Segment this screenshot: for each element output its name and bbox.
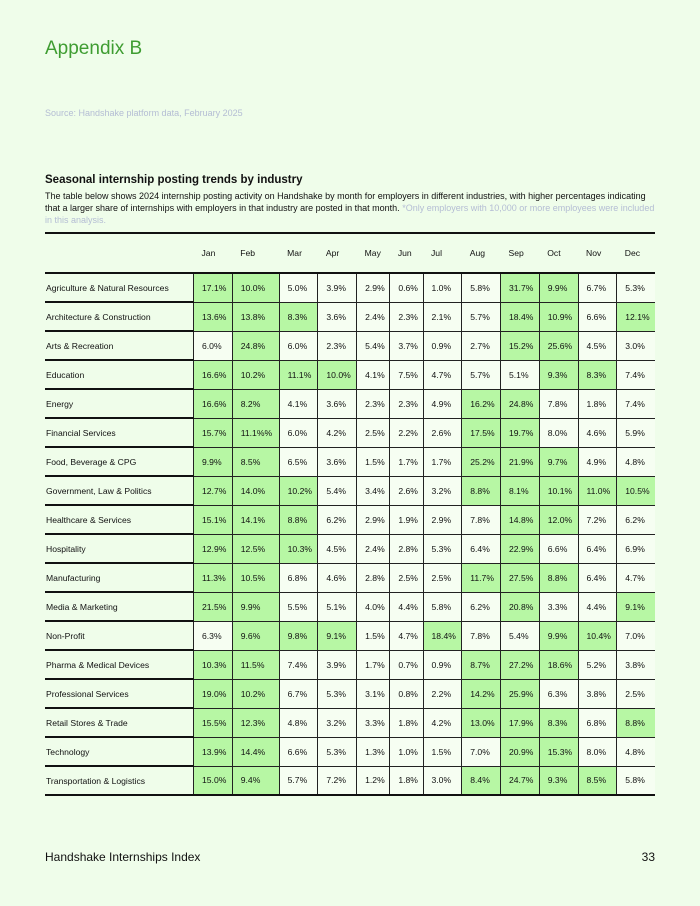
- table-cell: 8.0%: [539, 418, 578, 447]
- table-cell: 5.3%: [318, 679, 357, 708]
- table-cell: 3.9%: [318, 273, 357, 302]
- table-row: [45, 302, 655, 331]
- table-cell: 9.9%: [232, 592, 279, 621]
- table-row: [45, 766, 655, 795]
- table-row: [45, 476, 655, 505]
- table-cell: 4.4%: [578, 592, 617, 621]
- header-blank: [45, 233, 194, 273]
- industry-month-table: [45, 232, 655, 796]
- table-cell: 13.0%: [462, 708, 501, 737]
- table-cell: 10.0%: [318, 360, 357, 389]
- table-cell: 8.8%: [279, 505, 318, 534]
- table-cell: 3.4%: [357, 476, 390, 505]
- table-cell: 19.0%: [194, 679, 233, 708]
- row-label: Education: [45, 360, 194, 389]
- table-cell: 0.8%: [390, 679, 423, 708]
- table-cell: 3.1%: [357, 679, 390, 708]
- table-cell: 5.5%: [279, 592, 318, 621]
- table-cell: 15.2%: [501, 331, 540, 360]
- table-cell: 12.3%: [232, 708, 279, 737]
- table-cell: 15.1%: [194, 505, 233, 534]
- table-cell: 6.9%: [617, 534, 655, 563]
- table-cell: 18.6%: [539, 650, 578, 679]
- page-number: 33: [641, 850, 655, 864]
- table-cell: 6.3%: [539, 679, 578, 708]
- table-cell: 14.8%: [501, 505, 540, 534]
- table-cell: 25.9%: [501, 679, 540, 708]
- table-cell: 5.3%: [318, 737, 357, 766]
- table-cell: 5.8%: [423, 592, 462, 621]
- table-cell: 2.3%: [357, 389, 390, 418]
- column-header-mar: Mar: [279, 233, 318, 273]
- row-label: Transportation & Logistics: [45, 766, 194, 795]
- table-cell: 10.5%: [232, 563, 279, 592]
- table-cell: 13.9%: [194, 737, 233, 766]
- table-cell: 0.9%: [423, 650, 462, 679]
- table-cell: 10.3%: [194, 650, 233, 679]
- table-row: [45, 563, 655, 592]
- table-cell: 0.9%: [423, 331, 462, 360]
- column-header-may: May: [357, 233, 390, 273]
- table-cell: 2.1%: [423, 302, 462, 331]
- table-cell: 4.0%: [357, 592, 390, 621]
- row-label: Energy: [45, 389, 194, 418]
- table-cell: 5.8%: [462, 273, 501, 302]
- table-cell: 0.6%: [390, 273, 423, 302]
- table-cell: 6.2%: [462, 592, 501, 621]
- table-cell: 3.7%: [390, 331, 423, 360]
- table-cell: 5.0%: [279, 273, 318, 302]
- table-row: [45, 621, 655, 650]
- row-label: Architecture & Construction: [45, 302, 194, 331]
- table-cell: 3.3%: [357, 708, 390, 737]
- table-cell: 6.6%: [578, 302, 617, 331]
- row-label: Media & Marketing: [45, 592, 194, 621]
- table-cell: 5.3%: [423, 534, 462, 563]
- table-cell: 12.1%: [617, 302, 655, 331]
- table-cell: 4.5%: [318, 534, 357, 563]
- table-cell: 8.5%: [232, 447, 279, 476]
- table-cell: 10.4%: [578, 621, 617, 650]
- table-cell: 13.8%: [232, 302, 279, 331]
- table-cell: 11.5%: [232, 650, 279, 679]
- table-cell: 10.9%: [539, 302, 578, 331]
- table-cell: 6.6%: [539, 534, 578, 563]
- table-cell: 4.1%: [279, 389, 318, 418]
- table-row: [45, 389, 655, 418]
- table-cell: 1.3%: [357, 737, 390, 766]
- column-header-jun: Jun: [390, 233, 423, 273]
- table-cell: 8.3%: [539, 708, 578, 737]
- table-cell: 1.8%: [390, 708, 423, 737]
- table-cell: 2.7%: [462, 331, 501, 360]
- table-cell: 5.4%: [357, 331, 390, 360]
- table-cell: 7.5%: [390, 360, 423, 389]
- table-cell: 24.8%: [501, 389, 540, 418]
- table-cell: 4.8%: [279, 708, 318, 737]
- table-cell: 4.7%: [617, 563, 655, 592]
- table-cell: 10.2%: [232, 360, 279, 389]
- table-cell: 21.5%: [194, 592, 233, 621]
- table-cell: 14.4%: [232, 737, 279, 766]
- table-cell: 8.1%: [501, 476, 540, 505]
- table-cell: 3.8%: [578, 679, 617, 708]
- table-row: [45, 708, 655, 737]
- table-cell: 1.9%: [390, 505, 423, 534]
- table-cell: 10.0%: [232, 273, 279, 302]
- table-cell: 11.0%: [578, 476, 617, 505]
- column-header-oct: Oct: [539, 233, 578, 273]
- table-cell: 10.1%: [539, 476, 578, 505]
- table-cell: 24.8%: [232, 331, 279, 360]
- table-row: [45, 737, 655, 766]
- footnote: *Only employers with 10,000 or more employees were included in this analysis.: [45, 203, 655, 225]
- table-cell: 5.2%: [578, 650, 617, 679]
- column-header-aug: Aug: [462, 233, 501, 273]
- table-cell: 7.4%: [617, 389, 655, 418]
- table-cell: 5.8%: [617, 766, 655, 795]
- table-cell: 5.7%: [279, 766, 318, 795]
- table-cell: 2.2%: [390, 418, 423, 447]
- table-cell: 1.8%: [390, 766, 423, 795]
- table-cell: 13.6%: [194, 302, 233, 331]
- table-cell: 1.5%: [423, 737, 462, 766]
- table-cell: 14.2%: [462, 679, 501, 708]
- table-cell: 3.6%: [318, 389, 357, 418]
- table-cell: 8.8%: [539, 563, 578, 592]
- table-cell: 20.9%: [501, 737, 540, 766]
- table-row: [45, 360, 655, 389]
- table-cell: 2.9%: [357, 273, 390, 302]
- table-cell: 15.3%: [539, 737, 578, 766]
- table-cell: 16.6%: [194, 360, 233, 389]
- table-cell: 6.4%: [578, 563, 617, 592]
- table-row: [45, 679, 655, 708]
- table-cell: 4.4%: [390, 592, 423, 621]
- table-cell: 2.3%: [318, 331, 357, 360]
- table-cell: 4.1%: [357, 360, 390, 389]
- footer-title: Handshake Internships Index: [45, 850, 201, 864]
- row-label: Technology: [45, 737, 194, 766]
- table-cell: 1.7%: [390, 447, 423, 476]
- table-cell: 1.0%: [390, 737, 423, 766]
- table-cell: 14.0%: [232, 476, 279, 505]
- table-cell: 3.8%: [617, 650, 655, 679]
- table-cell: 3.3%: [539, 592, 578, 621]
- table-cell: 4.5%: [578, 331, 617, 360]
- table-cell: 22.9%: [501, 534, 540, 563]
- table-header-row: [45, 233, 655, 273]
- table-cell: 3.2%: [423, 476, 462, 505]
- column-header-nov: Nov: [578, 233, 617, 273]
- table-cell: 5.1%: [318, 592, 357, 621]
- table-cell: 0.7%: [390, 650, 423, 679]
- table-cell: 25.2%: [462, 447, 501, 476]
- table-cell: 17.9%: [501, 708, 540, 737]
- table-cell: 11.7%: [462, 563, 501, 592]
- table-cell: 9.9%: [539, 621, 578, 650]
- table-cell: 2.5%: [423, 563, 462, 592]
- table-cell: 8.5%: [578, 766, 617, 795]
- table-cell: 11.3%: [194, 563, 233, 592]
- table-cell: 7.0%: [462, 737, 501, 766]
- column-header-dec: Dec: [617, 233, 655, 273]
- table-cell: 16.2%: [462, 389, 501, 418]
- table-cell: 12.7%: [194, 476, 233, 505]
- row-label: Arts & Recreation: [45, 331, 194, 360]
- table-cell: 1.8%: [578, 389, 617, 418]
- table-row: [45, 273, 655, 302]
- table-cell: 9.1%: [318, 621, 357, 650]
- table-cell: 17.5%: [462, 418, 501, 447]
- table-cell: 20.8%: [501, 592, 540, 621]
- table-cell: 8.8%: [462, 476, 501, 505]
- table-cell: 3.2%: [318, 708, 357, 737]
- column-header-jan: Jan: [194, 233, 233, 273]
- table-row: [45, 447, 655, 476]
- table-cell: 3.0%: [423, 766, 462, 795]
- table-cell: 12.5%: [232, 534, 279, 563]
- table-cell: 7.0%: [617, 621, 655, 650]
- table-cell: 9.9%: [194, 447, 233, 476]
- table-cell: 6.2%: [318, 505, 357, 534]
- table-cell: 4.9%: [423, 389, 462, 418]
- table-cell: 7.4%: [279, 650, 318, 679]
- table-cell: 2.5%: [357, 418, 390, 447]
- table-cell: 7.8%: [539, 389, 578, 418]
- table-cell: 1.2%: [357, 766, 390, 795]
- table-cell: 2.2%: [423, 679, 462, 708]
- table-cell: 3.6%: [318, 302, 357, 331]
- source-note: Source: Handshake platform data, February 2025: [45, 108, 243, 118]
- table-body: [45, 273, 655, 795]
- table-cell: 1.7%: [423, 447, 462, 476]
- table-cell: 5.4%: [501, 621, 540, 650]
- column-header-jul: Jul: [423, 233, 462, 273]
- column-header-sep: Sep: [501, 233, 540, 273]
- table-cell: 12.9%: [194, 534, 233, 563]
- table-cell: 4.7%: [390, 621, 423, 650]
- table-cell: 2.9%: [357, 505, 390, 534]
- table-cell: 2.4%: [357, 302, 390, 331]
- table-cell: 2.9%: [423, 505, 462, 534]
- table-cell: 7.8%: [462, 505, 501, 534]
- table-cell: 8.7%: [462, 650, 501, 679]
- table-cell: 6.2%: [617, 505, 655, 534]
- table-cell: 7.4%: [617, 360, 655, 389]
- row-label: Manufacturing: [45, 563, 194, 592]
- table-cell: 10.5%: [617, 476, 655, 505]
- table-cell: 4.8%: [617, 447, 655, 476]
- table-cell: 16.6%: [194, 389, 233, 418]
- table-cell: 4.6%: [578, 418, 617, 447]
- section-description: [45, 190, 657, 226]
- table-cell: 25.6%: [539, 331, 578, 360]
- table-cell: 8.3%: [279, 302, 318, 331]
- table-cell: 3.6%: [318, 447, 357, 476]
- table-cell: 4.9%: [578, 447, 617, 476]
- row-label: Food, Beverage & CPG: [45, 447, 194, 476]
- table-cell: 5.1%: [501, 360, 540, 389]
- table-cell: 2.3%: [390, 302, 423, 331]
- table-cell: 2.5%: [617, 679, 655, 708]
- table-cell: 9.4%: [232, 766, 279, 795]
- row-label: Retail Stores & Trade: [45, 708, 194, 737]
- column-header-apr: Apr: [318, 233, 357, 273]
- table-cell: 5.9%: [617, 418, 655, 447]
- table-cell: 6.7%: [578, 273, 617, 302]
- table-cell: 8.0%: [578, 737, 617, 766]
- table-cell: 9.3%: [539, 766, 578, 795]
- table-cell: 5.3%: [617, 273, 655, 302]
- table-row: [45, 650, 655, 679]
- table-row: [45, 418, 655, 447]
- table-cell: 14.1%: [232, 505, 279, 534]
- table-cell: 10.2%: [279, 476, 318, 505]
- table-cell: 4.2%: [318, 418, 357, 447]
- table-cell: 10.3%: [279, 534, 318, 563]
- table-cell: 1.5%: [357, 621, 390, 650]
- table-cell: 6.8%: [279, 563, 318, 592]
- row-label: Government, Law & Politics: [45, 476, 194, 505]
- row-label: Pharma & Medical Devices: [45, 650, 194, 679]
- row-label: Healthcare & Services: [45, 505, 194, 534]
- table-cell: 18.4%: [501, 302, 540, 331]
- table-cell: 3.0%: [617, 331, 655, 360]
- table-cell: 4.6%: [318, 563, 357, 592]
- table-cell: 9.6%: [232, 621, 279, 650]
- table-cell: 2.5%: [390, 563, 423, 592]
- description-text: The table below shows 2024 internship posting activity on Handshake by month for employers in different industries, with higher percentages indicating that a larger share of internships with employers in that industry are posted in that month.: [45, 191, 646, 213]
- table-cell: 3.9%: [318, 650, 357, 679]
- table-cell: 10.2%: [232, 679, 279, 708]
- page-title: Appendix B: [45, 38, 143, 59]
- table-cell: 8.3%: [578, 360, 617, 389]
- table-row: [45, 592, 655, 621]
- table-cell: 17.1%: [194, 273, 233, 302]
- table-cell: 8.2%: [232, 389, 279, 418]
- table-cell: 4.7%: [423, 360, 462, 389]
- table-cell: 15.7%: [194, 418, 233, 447]
- table-cell: 2.6%: [423, 418, 462, 447]
- table-cell: 24.7%: [501, 766, 540, 795]
- table-cell: 7.2%: [578, 505, 617, 534]
- table-cell: 19.7%: [501, 418, 540, 447]
- table-cell: 9.8%: [279, 621, 318, 650]
- table-cell: 6.0%: [194, 331, 233, 360]
- table-cell: 2.6%: [390, 476, 423, 505]
- table-cell: 1.0%: [423, 273, 462, 302]
- table-cell: 27.5%: [501, 563, 540, 592]
- table-cell: 11.1%%: [232, 418, 279, 447]
- table-cell: 9.3%: [539, 360, 578, 389]
- table-cell: 12.0%: [539, 505, 578, 534]
- table-cell: 7.2%: [318, 766, 357, 795]
- table-row: [45, 534, 655, 563]
- table-cell: 6.5%: [279, 447, 318, 476]
- table-cell: 2.8%: [357, 563, 390, 592]
- row-label: Agriculture & Natural Resources: [45, 273, 194, 302]
- section-title: Seasonal internship posting trends by industry: [45, 174, 303, 186]
- table-cell: 9.9%: [539, 273, 578, 302]
- table-cell: 27.2%: [501, 650, 540, 679]
- table-cell: 11.1%: [279, 360, 318, 389]
- table-cell: 5.7%: [462, 360, 501, 389]
- table-cell: 6.7%: [279, 679, 318, 708]
- column-header-feb: Feb: [232, 233, 279, 273]
- table-cell: 6.0%: [279, 331, 318, 360]
- table-cell: 9.7%: [539, 447, 578, 476]
- table-cell: 15.5%: [194, 708, 233, 737]
- table-cell: 15.0%: [194, 766, 233, 795]
- table-cell: 6.3%: [194, 621, 233, 650]
- table-cell: 2.4%: [357, 534, 390, 563]
- table-cell: 6.4%: [578, 534, 617, 563]
- table-cell: 6.0%: [279, 418, 318, 447]
- table-row: [45, 505, 655, 534]
- table-cell: 6.6%: [279, 737, 318, 766]
- table-cell: 4.2%: [423, 708, 462, 737]
- table-cell: 6.8%: [578, 708, 617, 737]
- row-label: Financial Services: [45, 418, 194, 447]
- table-cell: 1.7%: [357, 650, 390, 679]
- table-cell: 1.5%: [357, 447, 390, 476]
- table-cell: 8.8%: [617, 708, 655, 737]
- table-cell: 8.4%: [462, 766, 501, 795]
- table-cell: 21.9%: [501, 447, 540, 476]
- table-cell: 4.8%: [617, 737, 655, 766]
- table-cell: 2.8%: [390, 534, 423, 563]
- row-label: Professional Services: [45, 679, 194, 708]
- table-cell: 6.4%: [462, 534, 501, 563]
- row-label: Non-Profit: [45, 621, 194, 650]
- row-label: Hospitality: [45, 534, 194, 563]
- table-cell: 7.8%: [462, 621, 501, 650]
- table-cell: 18.4%: [423, 621, 462, 650]
- table-cell: 5.7%: [462, 302, 501, 331]
- table-row: [45, 331, 655, 360]
- table-cell: 31.7%: [501, 273, 540, 302]
- table-cell: 2.3%: [390, 389, 423, 418]
- table-cell: 5.4%: [318, 476, 357, 505]
- table-cell: 9.1%: [617, 592, 655, 621]
